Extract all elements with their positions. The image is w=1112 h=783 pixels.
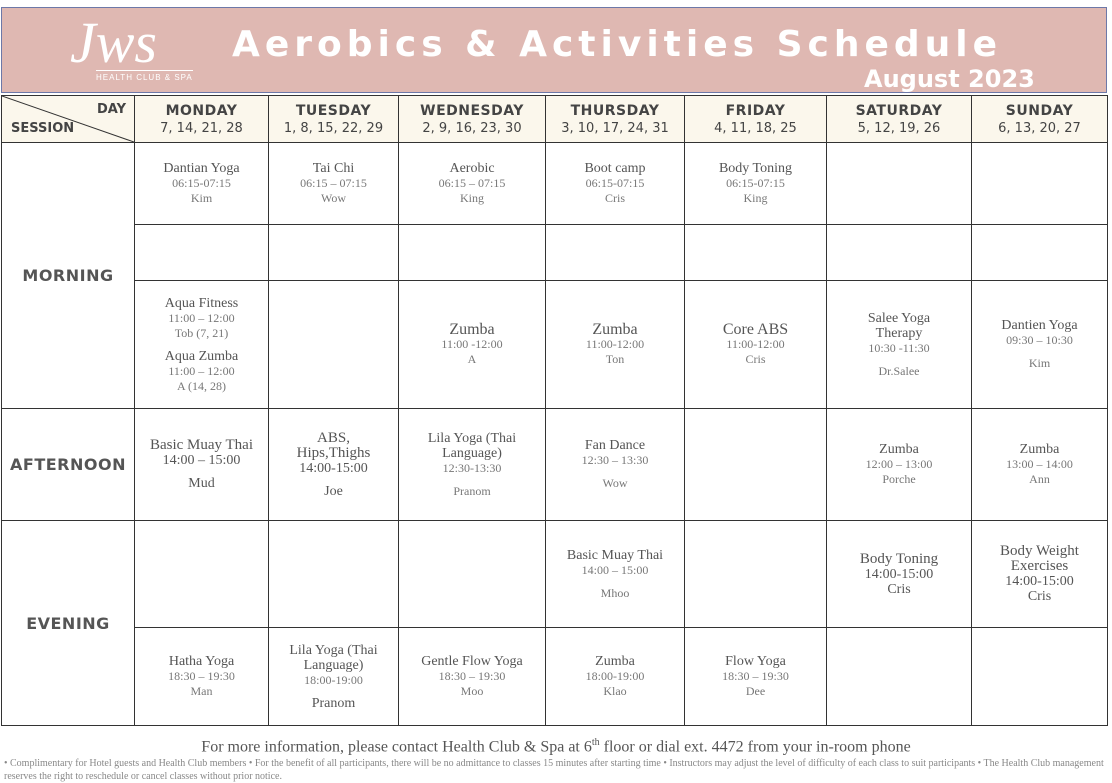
class-time: 06:15-07:15: [172, 176, 231, 190]
logo-script: Jws: [70, 10, 157, 75]
empty-cell: [972, 225, 1108, 281]
morning-row-2: [2, 225, 1108, 281]
class-name: Aerobic: [449, 161, 495, 176]
class-cell: [546, 409, 685, 521]
class-instructor: Kim: [190, 191, 213, 205]
evening-row-2: [2, 628, 1108, 726]
class-name: ABS, Hips,Thighs: [296, 429, 371, 461]
day-dates: 7, 14, 21, 28: [160, 120, 243, 136]
class-name: Aqua Zumba: [164, 348, 239, 364]
class-time: 14:00 – 15:00: [581, 562, 649, 577]
class-cell: [135, 281, 269, 409]
class-name: Tai Chi: [312, 161, 355, 176]
class-time: 12:00 – 13:00: [865, 457, 933, 471]
class-cell: [135, 143, 269, 225]
empty-cell: [399, 225, 546, 281]
day-header-wednesday: [399, 96, 546, 143]
class-cell: [827, 409, 972, 521]
class-cell: [546, 281, 685, 409]
class-cell: [399, 143, 546, 225]
class-cell: [269, 409, 399, 521]
class-time: 11:00-12:00: [585, 337, 645, 351]
class-instructor: Kim: [1028, 356, 1051, 370]
class-cell: [399, 409, 546, 521]
class-cell: [546, 628, 685, 726]
class-instructor: Klao: [603, 684, 627, 698]
morning-row-1: [2, 143, 1108, 225]
empty-cell: [135, 225, 269, 281]
schedule-table: [1, 95, 1108, 726]
empty-cell: [827, 628, 972, 726]
class-time: 06:15-07:15: [726, 176, 785, 190]
class-name: Basic Muay Thai: [149, 437, 254, 453]
class-name: Lila Yoga (Thai Language): [427, 430, 517, 461]
class-cell: [685, 281, 827, 409]
class-name: Body Toning: [859, 550, 939, 567]
day-dates: 2, 9, 16, 23, 30: [422, 120, 522, 136]
day-dates: 5, 12, 19, 26: [857, 120, 941, 136]
class-name: Zumba: [879, 442, 919, 457]
contact-text-pre: For more information, please contact Health Club & Spa at 6: [201, 738, 592, 756]
class-name: Fan Dance: [584, 438, 646, 453]
class-name: Body Toning: [718, 161, 793, 176]
class-cell: [269, 628, 399, 726]
class-instructor: Joe: [324, 483, 343, 499]
evening-row-1: [2, 521, 1108, 628]
empty-cell: [972, 628, 1108, 726]
empty-cell: [685, 521, 827, 628]
class-time: 12:30-13:30: [442, 460, 502, 475]
class-name: Aqua Fitness: [164, 295, 239, 311]
corner-day-label: DAY: [96, 102, 126, 117]
class-instructor: King: [460, 191, 484, 205]
class-time: 18:00-19:00: [585, 669, 645, 683]
class-time: 11:00 -12:00: [441, 337, 503, 351]
day-header-friday: [685, 96, 827, 143]
corner-session-label: SESSION: [11, 121, 75, 136]
class-time: 18:30 – 19:30: [168, 669, 235, 683]
empty-cell: [135, 521, 269, 628]
day-name: MONDAY: [165, 102, 238, 119]
class-name: Dantian Yoga: [163, 161, 240, 176]
class-time: 12:30 – 13:30: [581, 453, 649, 467]
class-cell: [399, 281, 546, 409]
class-cell: [135, 409, 269, 521]
class-instructor: A (14, 28): [177, 378, 226, 393]
period-morning: MORNING: [2, 143, 135, 409]
class-instructor: Mhoo: [600, 585, 630, 600]
class-cell: [827, 521, 972, 628]
empty-cell: [399, 521, 546, 628]
class-cell: [135, 628, 269, 726]
class-instructor: Cris: [887, 581, 911, 597]
day-header-tuesday: [269, 96, 399, 143]
schedule-month: August 2023: [864, 65, 1035, 93]
class-cell: [685, 628, 827, 726]
day-header-row: [2, 96, 1108, 143]
empty-cell: [269, 225, 399, 281]
empty-cell: [827, 225, 972, 281]
class-instructor: Wow: [320, 191, 347, 205]
class-name: Zumba: [595, 654, 635, 669]
class-instructor: Cris: [1027, 589, 1052, 604]
class-time: 06:15 – 07:15: [438, 176, 506, 190]
empty-cell: [546, 225, 685, 281]
class-time: 06:15 – 07:15: [300, 176, 367, 190]
class-instructor: Dr.Salee: [878, 363, 920, 378]
class-name: Core ABS: [722, 321, 789, 338]
class-time: 11:00-12:00: [726, 337, 785, 351]
corner-cell: [2, 96, 135, 143]
footer-note: • Complimentary for Hotel guests and Health Club members • For the benefit of all participants, there will be no admittance to classes 15 minutes after starting time • Instructors may adjust the level of difficulty of each class to suit participants • The Health Club management reserves the right to reschedule or cancel classes without prior notice.: [4, 758, 1104, 782]
class-name: Flow Yoga: [725, 654, 786, 669]
class-instructor: Ann: [1029, 472, 1050, 486]
empty-cell: [827, 143, 972, 225]
class-time: 18:30 – 19:30: [722, 669, 789, 683]
class-instructor: Pranom: [453, 483, 491, 498]
class-time: 13:00 – 14:00: [1006, 457, 1073, 471]
day-header-sunday: [972, 96, 1108, 143]
class-cell: [685, 143, 827, 225]
class-cell: [269, 143, 399, 225]
class-cell: [546, 521, 685, 628]
class-name: Zumba: [449, 321, 495, 338]
class-cell: [399, 628, 546, 726]
contact-text-post: floor or dial ext. 4472 from your in-room phone: [599, 738, 911, 756]
day-name: THURSDAY: [570, 102, 660, 119]
class-instructor: Cris: [604, 191, 625, 205]
day-header-saturday: [827, 96, 972, 143]
empty-cell: [972, 143, 1108, 225]
class-instructor: Moo: [460, 684, 484, 698]
header-banner: [1, 7, 1107, 93]
period-evening: EVENING: [2, 521, 135, 726]
empty-cell: [269, 281, 399, 409]
class-time: 14:00-15:00: [1005, 574, 1074, 589]
class-cell: [827, 281, 972, 409]
class-name: Dantien Yoga: [1001, 318, 1078, 333]
day-name: SUNDAY: [1005, 102, 1074, 119]
class-time: 14:00 – 15:00: [162, 453, 241, 468]
day-name: TUESDAY: [295, 102, 372, 119]
logo: [68, 10, 218, 90]
class-time: 18:30 – 19:30: [438, 669, 506, 683]
contact-superscript: th: [591, 737, 600, 748]
day-header-monday: [135, 96, 269, 143]
class-name: Hatha Yoga: [168, 654, 235, 669]
period-afternoon: AFTERNOON: [2, 409, 135, 521]
day-dates: 4, 11, 18, 25: [714, 120, 797, 136]
class-instructor: Ton: [605, 352, 625, 366]
afternoon-row: [2, 409, 1108, 521]
class-instructor: A: [467, 352, 477, 366]
class-time: 11:00 – 12:00: [168, 363, 235, 378]
class-instructor: Mud: [188, 476, 215, 491]
class-time: 14:00-15:00: [299, 460, 368, 476]
class-instructor: Dee: [745, 684, 766, 698]
empty-cell: [685, 225, 827, 281]
class-instructor: Cris: [745, 352, 766, 366]
day-header-thursday: [546, 96, 685, 143]
empty-cell: [269, 521, 399, 628]
class-name: Salee Yoga Therapy: [867, 310, 931, 341]
class-name: Lila Yoga (Thai Language): [289, 642, 378, 673]
empty-cell: [685, 409, 827, 521]
class-cell: [972, 521, 1108, 628]
class-instructor: Pranom: [311, 695, 356, 711]
class-cell: [972, 281, 1108, 409]
class-time: 09:30 – 10:30: [1006, 333, 1073, 347]
class-time: 10:30 -11:30: [868, 340, 930, 355]
morning-row-3: [2, 281, 1108, 409]
class-instructor: Tob (7, 21): [174, 325, 229, 340]
class-time: 11:00 – 12:00: [168, 310, 235, 325]
day-name: WEDNESDAY: [420, 102, 524, 119]
class-name: Zumba: [592, 321, 638, 338]
day-name: SATURDAY: [855, 102, 943, 119]
day-dates: 3, 10, 17, 24, 31: [561, 120, 669, 136]
day-dates: 6, 13, 20, 27: [998, 120, 1081, 136]
class-time: 18:00-19:00: [304, 672, 363, 687]
class-instructor: Man: [190, 684, 213, 698]
class-name: Body Weight Exercises: [1000, 543, 1079, 574]
class-name: Basic Muay Thai: [566, 547, 664, 563]
day-dates: 1, 8, 15, 22, 29: [283, 120, 384, 136]
contact-line: [0, 737, 1112, 756]
class-name: Zumba: [1019, 442, 1060, 457]
class-name: Gentle Flow Yoga: [421, 654, 523, 669]
class-time: 14:00-15:00: [864, 566, 934, 582]
page-title: Aerobics & Activities Schedule: [232, 24, 1003, 65]
class-name: Boot camp: [584, 161, 646, 176]
class-cell: [546, 143, 685, 225]
class-instructor: King: [743, 191, 768, 205]
class-cell: [972, 409, 1108, 521]
class-time: 06:15-07:15: [585, 176, 645, 190]
day-name: FRIDAY: [725, 102, 786, 119]
class-instructor: Porche: [882, 472, 916, 486]
class-instructor: Wow: [602, 476, 628, 490]
logo-subtitle: HEALTH CLUB & SPA: [96, 70, 193, 82]
